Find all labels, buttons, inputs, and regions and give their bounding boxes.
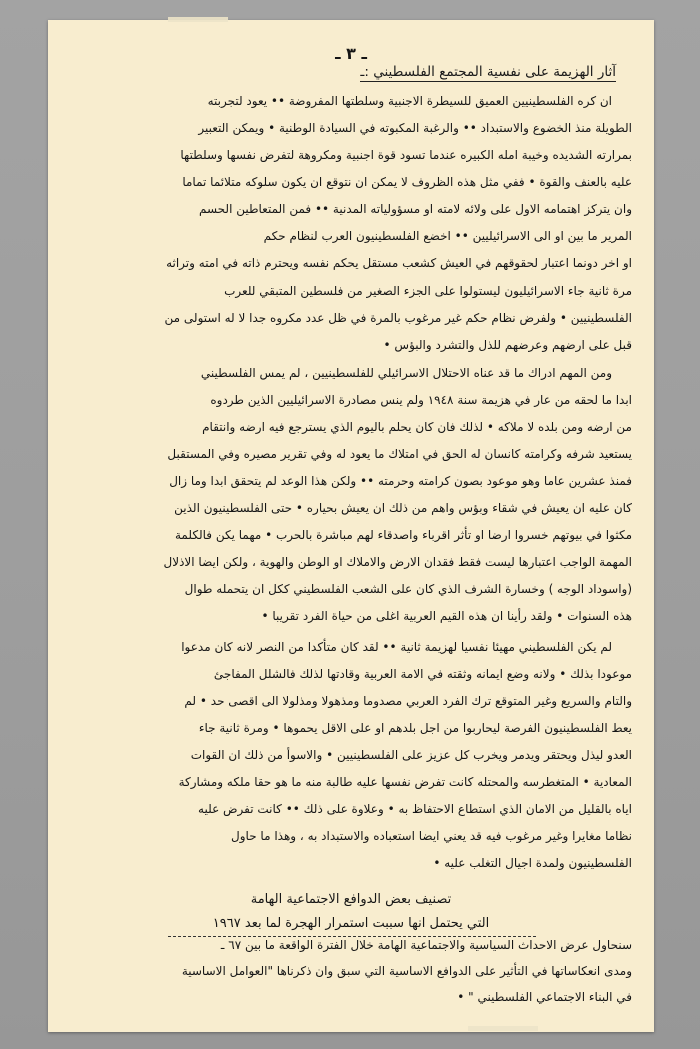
text-line: المهمة الواجب اعتبارها ليست فقط فقدان الارض والاملاك او الوطن والهوية ، ولكن ايضا الاذلال: [163, 555, 632, 569]
text-line: ان كره الفلسطينيين العميق للسيطرة الاجنبية وسلطتها المفروضة •• يعود لتجربته: [207, 94, 612, 108]
text-line: العدو ليذل ويحتقر ويدمر ويخرب كل عزيز على الفلسطينيين • والاسوأ من ذلك ان القوات: [190, 748, 632, 762]
text-line: في البناء الاجتماعي الفلسطيني " •: [457, 990, 632, 1004]
text-line: سنحاول عرض الاحداث السياسية والاجتماعية الهامة خلال الفترة الواقعة ما بين ٦٧ ـ: [220, 938, 632, 952]
page-number: ـ ٣ ـ: [335, 44, 367, 63]
text-line: لم يكن الفلسطيني مهيئا نفسيا لهزيمة ثانية •• لقد كان متأكدا من النصر لانه كان مدعوا: [181, 640, 612, 654]
text-line: اياه بالقليل من الامان الذي استطاع الاحتفاظ به • وعلاوة على ذلك •• كانت تفرض عليه: [198, 802, 632, 816]
text-line: المعادية • المتغطرسه والمحتله كانت تفرض نفسها عليه طالبة منه ما هو حقا ملكه ومشاركة: [178, 775, 632, 789]
text-line: عليه بالعنف والقوة • ففي مثل هذه الظروف لا يمكن ان نتوقع ان يكون سلوكه متلائما تماما: [182, 175, 632, 189]
text-line: الفلسطينيون ولمدة اجيال التغلب عليه •: [433, 856, 632, 870]
text-line: قبل على ارضهم وعرضهم للذل والتشرد والبؤس •: [383, 338, 632, 352]
text-line: او اخر دونما اعتبار لحقوقهم في العيش كشعب مستقل يحكم نفسه ويحترم ذاته في امته وتراثه: [166, 256, 632, 270]
text-line: مكثوا في بيوتهم خسروا ارضا او تأثر اقرباء واصدقاء لهم مباشرة بالحرب • مهما يكن فالكلمة: [174, 528, 632, 542]
text-line: ومن المهم ادراك ما قد عناه الاحتلال الاسرائيلي للفلسطينيين ، لم يمس الفلسطيني: [200, 366, 612, 380]
text-line: نظاما مغايرا وغير مرغوب فيه قد يعني ايضا استعباده والاستبداد به ، وهذا ما حاول: [231, 829, 632, 843]
subtitle-line: تصنيف بعض الدوافع الاجتماعية الهامة: [250, 892, 452, 907]
lower-section: [48, 20, 654, 1032]
text-line: (واسوداد الوجه ) وخسارة الشرف الذي كان على الشعب الفلسطيني ككل ان يتحمله طوال: [184, 582, 632, 596]
text-line: الفلسطينيين • ولفرض نظام حكم غير مرغوب بالمرة في ظل عدد مكروه جدا لا له استولى من: [164, 311, 632, 325]
text-line: كان عليه ان يعيش في شقاء وبؤس واهم من ذلك ان يعيش بحياره • حتى الفلسطينيون الذين: [174, 501, 632, 515]
section-heading: آثار الهزيمة على نفسية المجتمع الفلسطيني :ـ: [360, 64, 616, 80]
text-line: من ارضه ومن بلده لا ملاكه • لذلك فان كان يحلم باليوم الذي يسترجع فيه ارضه وانتقام: [202, 420, 632, 434]
text-line: مرة ثانية جاء الاسرائيليون ليستولوا على الجزء الصغير من فلسطين المتبقي للعرب: [224, 284, 632, 298]
text-line: يعط الفلسطينيون الفرصة ليحاربوا من اجل بلدهم او على الاقل يحموها • ومرة ثانية جاء: [198, 721, 632, 735]
text-line: ابدا ما لحقه من عار في هزيمة سنة ١٩٤٨ ولم ينس مصادرة الاسرائيليين الذين طردوه: [210, 393, 632, 407]
text-line: بمرارته الشديده وخيبة امله الكبيره عندما تسود قوة اجنبية ومكروهة لتفرض نفسها وسلطتها: [180, 148, 632, 162]
text-line: وان يتركز اهتمامه الاول على ولائه لامته او مسؤولياته المدنية •• فمن المتعاطين الحسم: [198, 202, 632, 216]
text-line: المرير ما بين او الى الاسرائيليين •• اخضع الفلسطينيون العرب لنظام حكم: [263, 229, 632, 243]
text-line: موعودا بذلك • ولانه وضع ايمانه وثقته في الامة العربية وقادتها لذلك فالشلل المفاجئ: [213, 667, 632, 681]
text-line: يستعيد شرفه وكرامته كانسان له الحق في امتلاك ما يعود له وفي تقرير مصيره وفي المستقبل: [167, 447, 632, 461]
text-line: والتام والسريع وغير المتوقع ترك الفرد العربي مصدوما ومذهولا ومذلولا الى اقصى حد • لم: [184, 694, 632, 708]
text-line: ومدى انعكاساتها في التأثير على الدوافع الاساسية التي سبق وان ذكرناها "العوامل الاساسية: [181, 964, 632, 978]
text-line: هذه السنوات • ولقد رأينا ان هذه القيم العربية اغلى من حياة الفرد تقريبا •: [261, 609, 632, 623]
text-line: الطويلة منذ الخضوع والاستبداد •• والرغبة المكبوته في السيادة الوطنية • ويمكن التعبير: [198, 121, 632, 135]
text-line: فمنذ عشرين عاما وهو موعود بصون كرامته وحرمته •• ولكن هذا الوعد لم يتحقق ابدا وما زال: [169, 474, 632, 488]
subtitle-line: التي يحتمل انها سببت استمرار الهجرة لما بعد ١٩٦٧: [212, 916, 490, 931]
